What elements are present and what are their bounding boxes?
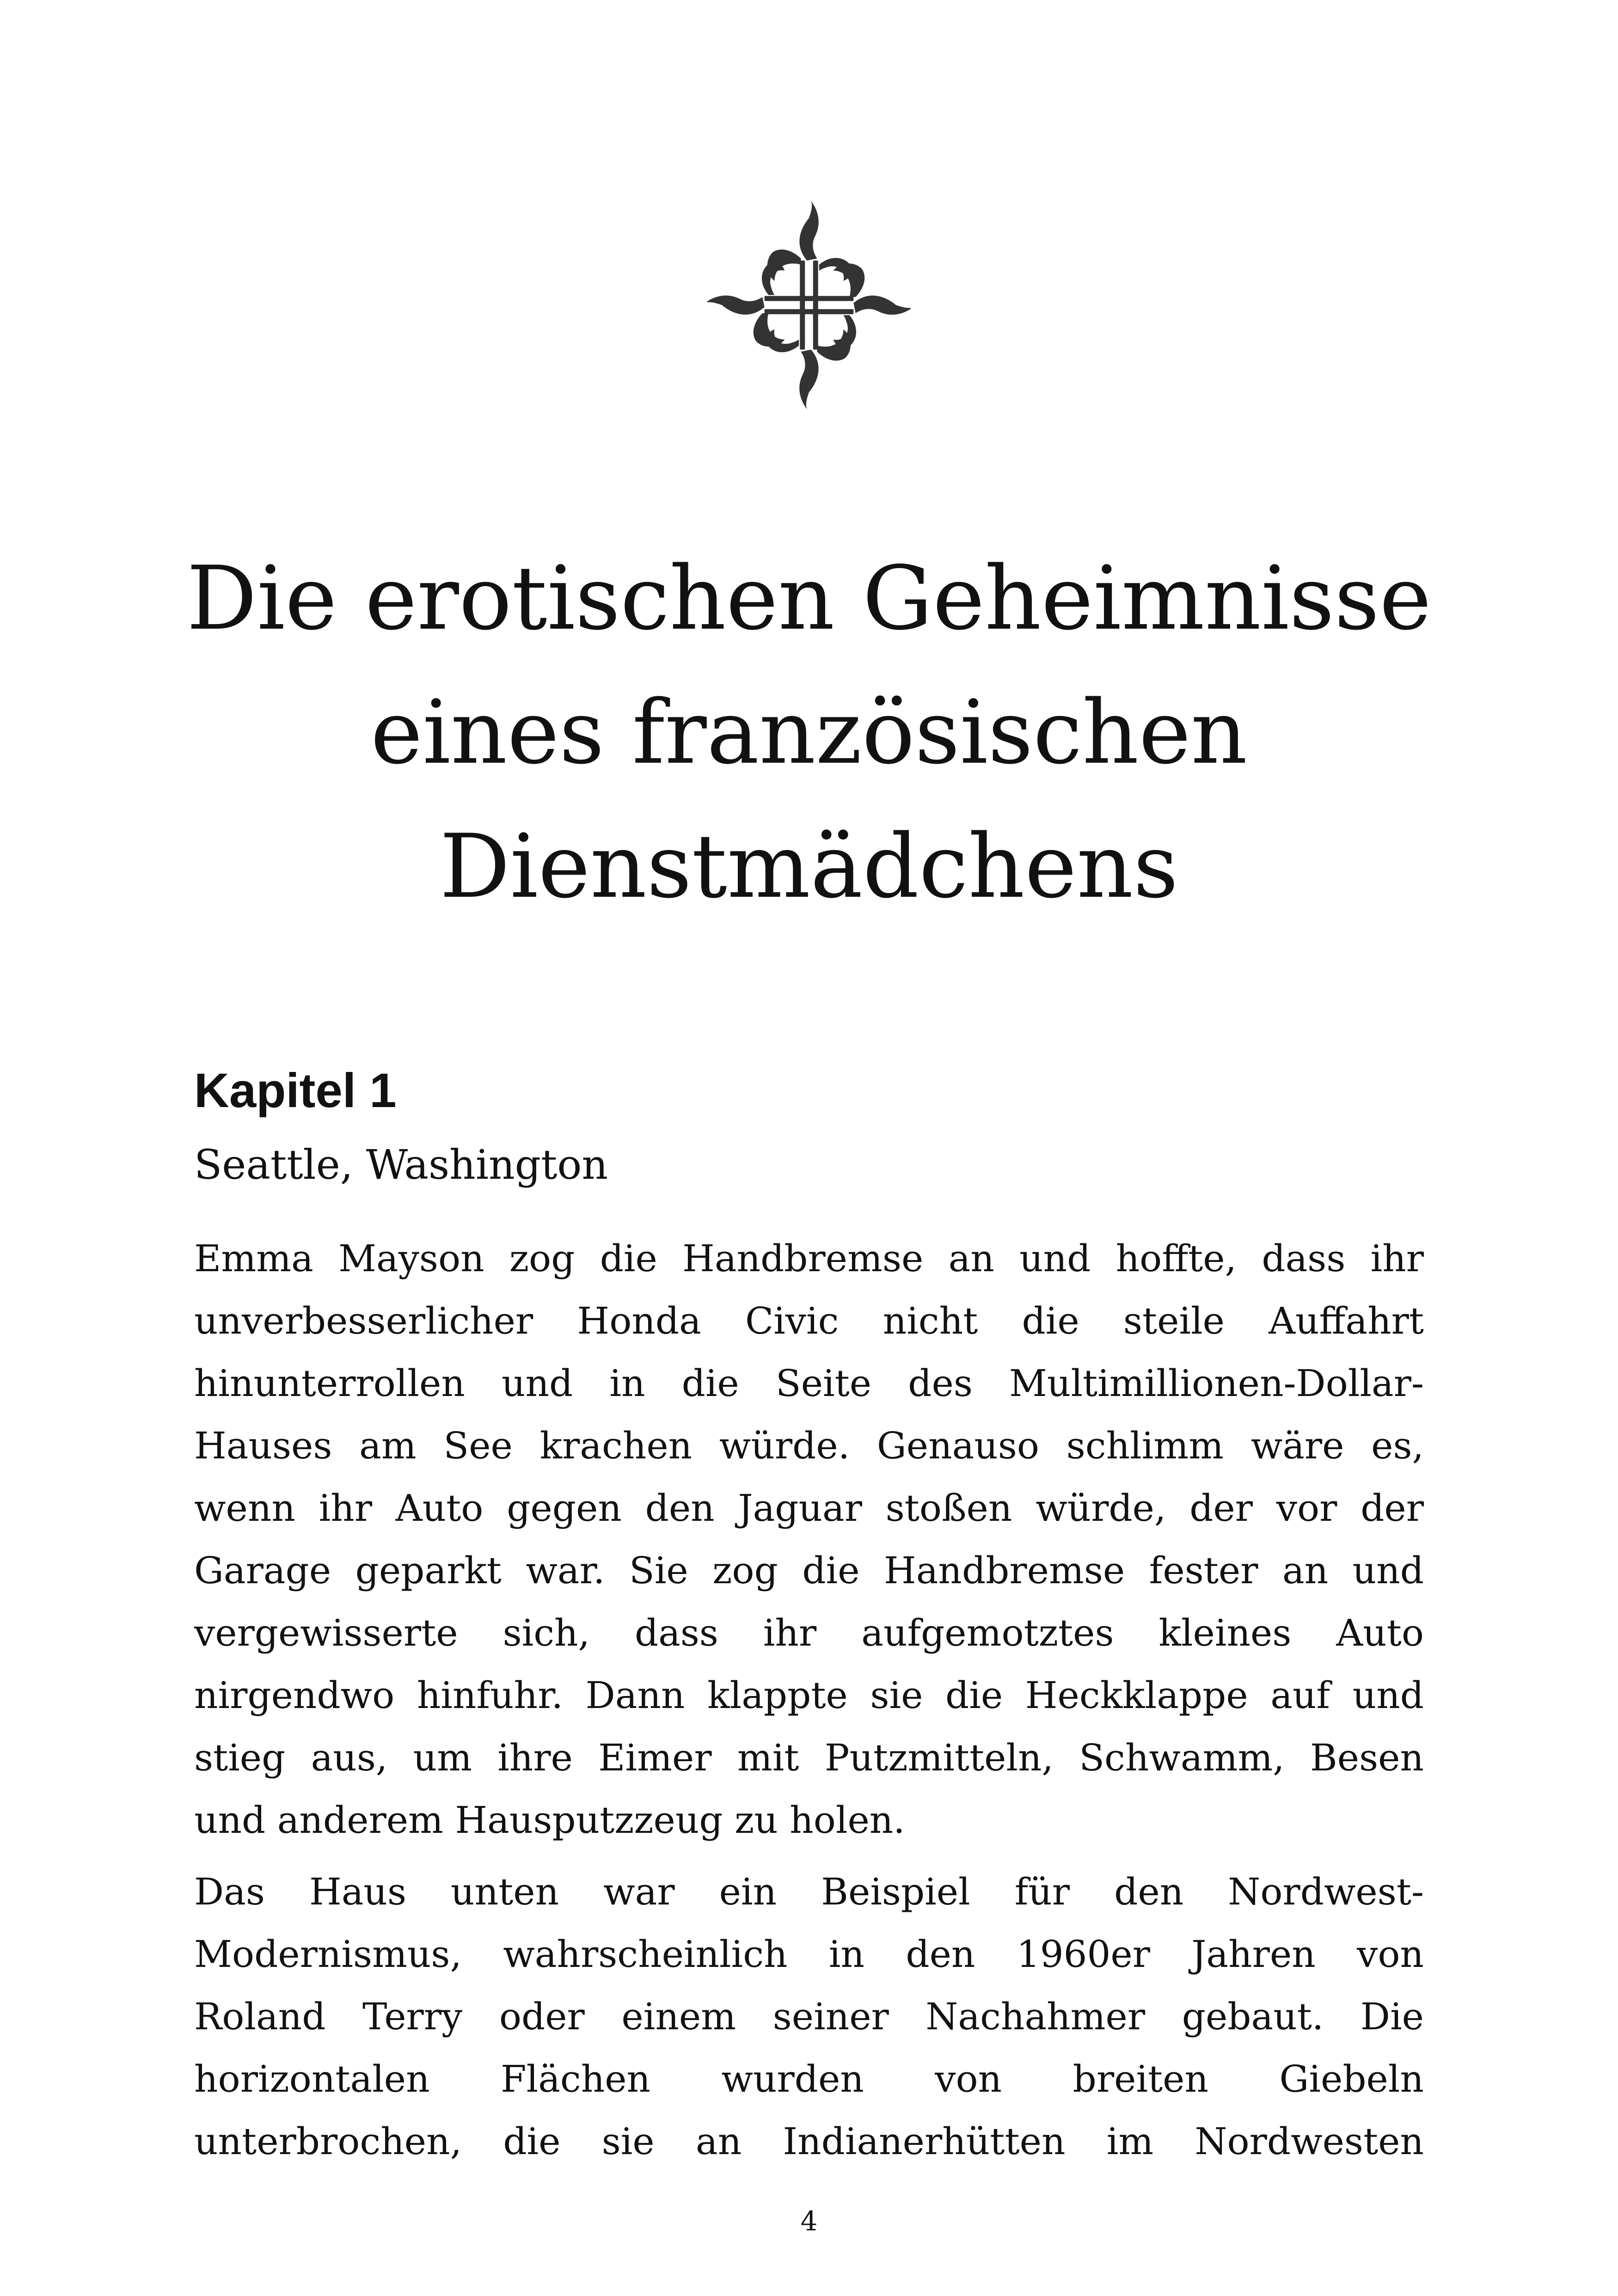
page-number: 4	[800, 2205, 818, 2237]
text-line: und anderem Hausputzzeug zu holen.	[194, 1799, 905, 1842]
text-line: nirgendwo hinfuhr. Dann klappte sie die Heckklappe auf und	[194, 1674, 1424, 1717]
text-line: Modernismus, wahrscheinlich in den 1960er Jahren von	[194, 1933, 1424, 1976]
text-line: Hauses am See krachen würde. Genauso schlimm wäre es,	[194, 1424, 1424, 1467]
chapter-heading: Kapitel 1	[194, 1064, 397, 1118]
text-line: Garage geparkt war. Sie zog die Handbremse fester an und	[194, 1549, 1424, 1592]
text-line: Roland Terry oder einem seiner Nachahmer gebaut. Die	[194, 1995, 1424, 2038]
paragraph-2	[194, 1861, 1424, 2173]
text-line: unverbesserlicher Honda Civic nicht die steile Auffahrt	[194, 1299, 1424, 1342]
text-line: Das Haus unten war ein Beispiel für den Nordwest-	[194, 1870, 1424, 1913]
book-title	[139, 532, 1479, 934]
text-line: hinunterrollen und in die Seite des Multimillionen-Dollar-	[194, 1362, 1424, 1405]
text-line: horizontalen Flächen wurden von breiten Giebeln	[194, 2057, 1424, 2100]
text-line: vergewisserte sich, dass ihr aufgemotztes kleines Auto	[194, 1611, 1424, 1654]
book-title-line: Dienstmädchens	[440, 815, 1178, 918]
floral-cross-ornament-icon	[707, 199, 911, 411]
chapter-location: Seattle, Washington	[194, 1141, 608, 1188]
text-line: stieg aus, um ihre Eimer mit Putzmitteln, Schwamm, Besen	[194, 1736, 1424, 1779]
text-line: Emma Mayson zog die Handbremse an und hoffte, dass ihr	[194, 1237, 1424, 1280]
book-title-line: eines französischen	[370, 681, 1248, 784]
text-line: unterbrochen, die sie an Indianerhütten im Nordwesten	[194, 2120, 1424, 2163]
paragraph-1	[194, 1227, 1424, 1851]
text-line: wenn ihr Auto gegen den Jaguar stoßen würde, der vor der	[194, 1487, 1424, 1530]
book-title-line: Die erotischen Geheimnisse	[186, 547, 1432, 649]
